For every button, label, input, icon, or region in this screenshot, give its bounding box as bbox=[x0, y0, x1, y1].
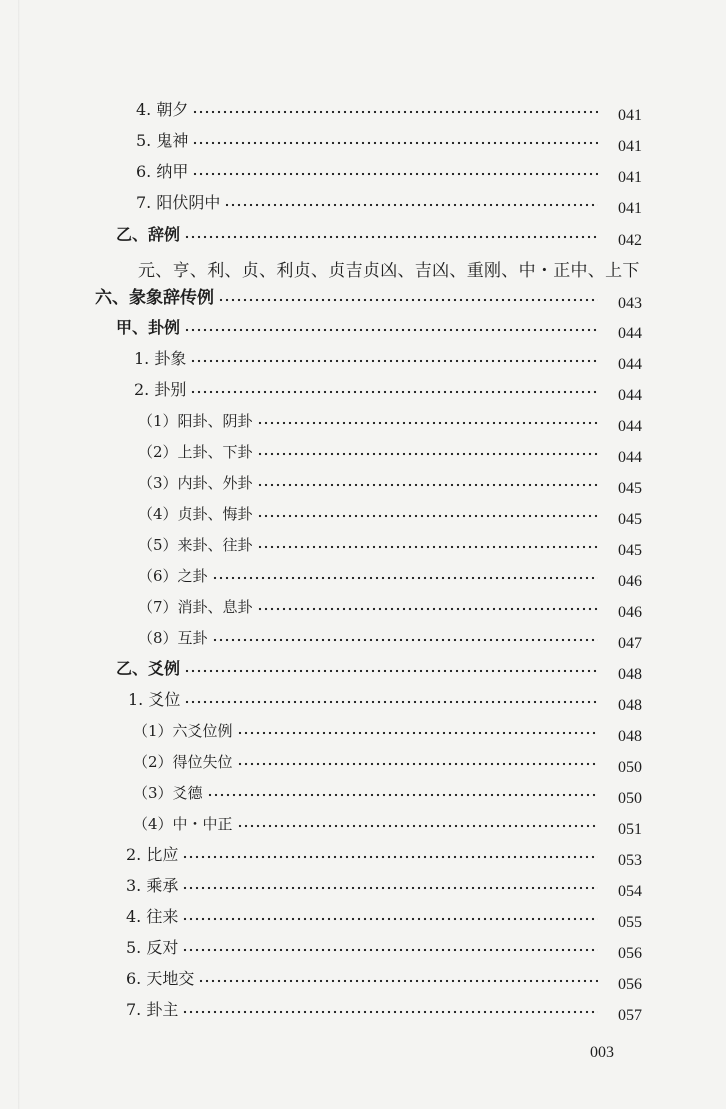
toc-leader-dots bbox=[237, 760, 598, 768]
toc-entry-label: 4. 往来 bbox=[126, 907, 179, 926]
toc-entry-page: 041 bbox=[618, 200, 642, 217]
toc-entry bbox=[126, 965, 642, 993]
toc-entry bbox=[116, 314, 642, 342]
toc-leader-dots bbox=[182, 1008, 598, 1016]
toc-leader-dots bbox=[184, 667, 598, 675]
toc-entry bbox=[126, 996, 642, 1024]
toc-entry-label: 6. 天地交 bbox=[126, 969, 195, 988]
toc-leader-dots bbox=[182, 853, 598, 861]
toc-entry-label: （4）贞卦、悔卦 bbox=[138, 505, 253, 523]
toc-leader-dots bbox=[257, 481, 598, 489]
toc-entry-page: 048 bbox=[618, 666, 642, 683]
toc-entry-label: （5）来卦、往卦 bbox=[138, 536, 253, 554]
toc-entry bbox=[116, 655, 642, 683]
toc-entry-label: 乙、爻例 bbox=[116, 659, 181, 678]
toc-entry bbox=[134, 345, 642, 373]
toc-entry-page: 045 bbox=[618, 511, 642, 528]
toc-entry bbox=[138, 500, 642, 528]
toc-entry-page: 054 bbox=[618, 883, 642, 900]
toc-entry bbox=[133, 748, 642, 776]
toc-entry-page: 041 bbox=[618, 107, 642, 124]
toc-entry-page: 041 bbox=[618, 169, 642, 186]
toc-leader-dots bbox=[257, 419, 598, 427]
toc-entry-label: （2）上卦、下卦 bbox=[138, 443, 253, 461]
toc-entry-label: （2）得位失位 bbox=[133, 753, 233, 771]
toc-leader-dots bbox=[212, 636, 598, 644]
toc-entry bbox=[126, 872, 642, 900]
toc-entry-label: （3）内卦、外卦 bbox=[138, 474, 253, 492]
toc-entry bbox=[126, 903, 642, 931]
toc-leader-dots bbox=[182, 884, 598, 892]
toc-entry bbox=[138, 531, 642, 559]
toc-entry-label: 3. 乘承 bbox=[126, 876, 179, 895]
toc-entry-label: （6）之卦 bbox=[138, 567, 208, 585]
toc-entry-label: （7）消卦、息卦 bbox=[138, 598, 253, 616]
toc-entry bbox=[138, 624, 642, 652]
toc-entry bbox=[126, 934, 642, 962]
toc-entry-page: 044 bbox=[618, 387, 642, 404]
toc-entry-page: 044 bbox=[618, 325, 642, 342]
toc-entry-note: 元、亨、利、贞、利贞、贞吉贞凶、吉凶、重刚、中・正中、上下 bbox=[138, 261, 640, 281]
toc-entry bbox=[95, 284, 642, 312]
toc-entry-page: 048 bbox=[618, 728, 642, 745]
toc-entry bbox=[138, 407, 642, 435]
toc-leader-dots bbox=[192, 170, 598, 178]
toc-entry-page: 053 bbox=[618, 852, 642, 869]
toc-entry-label: 2. 比应 bbox=[126, 845, 179, 864]
toc-leader-dots bbox=[257, 512, 598, 520]
toc-entry-page: 043 bbox=[618, 295, 642, 312]
toc-entry-page: 045 bbox=[618, 542, 642, 559]
toc-leader-dots bbox=[182, 915, 598, 923]
toc-entry-page: 047 bbox=[618, 635, 642, 652]
toc-entry bbox=[136, 127, 642, 155]
toc-entry-label: 1. 卦象 bbox=[134, 349, 187, 368]
page-fold-shadow bbox=[18, 0, 20, 1109]
toc-entry-label: 7. 卦主 bbox=[126, 1000, 179, 1019]
toc-entry-label: （8）互卦 bbox=[138, 629, 208, 647]
toc-entry-page: 042 bbox=[618, 232, 642, 249]
toc-leader-dots bbox=[257, 450, 598, 458]
toc-entry-page: 050 bbox=[618, 790, 642, 807]
toc-entry-label: 1. 爻位 bbox=[128, 690, 181, 709]
toc-entry-label: 5. 反对 bbox=[126, 938, 179, 957]
toc-entry-page: 057 bbox=[618, 1007, 642, 1024]
toc-entry-page: 044 bbox=[618, 449, 642, 466]
toc-entry-label: 5. 鬼神 bbox=[136, 131, 189, 150]
toc-entry-label: 六、彖象辞传例 bbox=[95, 288, 214, 308]
toc-entry bbox=[116, 221, 642, 249]
toc-leader-dots bbox=[198, 977, 598, 985]
toc-entry bbox=[138, 469, 642, 497]
toc-entry-label: 2. 卦别 bbox=[134, 380, 187, 399]
toc-entry bbox=[136, 158, 642, 186]
toc-entry-label: （1）阳卦、阴卦 bbox=[138, 412, 253, 430]
toc-leader-dots bbox=[257, 543, 598, 551]
toc-entry bbox=[136, 96, 642, 124]
toc-leader-dots bbox=[218, 296, 598, 304]
toc-leader-dots bbox=[192, 139, 598, 147]
toc-entry-page: 046 bbox=[618, 573, 642, 590]
toc-leader-dots bbox=[257, 605, 598, 613]
page-number: 003 bbox=[590, 1044, 614, 1061]
toc-entry-page: 050 bbox=[618, 759, 642, 776]
toc-entry bbox=[126, 841, 642, 869]
toc-entry-label: 6. 纳甲 bbox=[136, 162, 189, 181]
toc-entry bbox=[133, 810, 642, 838]
toc-leader-dots bbox=[190, 357, 598, 365]
toc-leader-dots bbox=[184, 698, 598, 706]
toc-leader-dots bbox=[184, 233, 598, 241]
toc-entry bbox=[136, 189, 642, 217]
toc-entry-page: 051 bbox=[618, 821, 642, 838]
toc-leader-dots bbox=[207, 791, 598, 799]
toc-leader-dots bbox=[182, 946, 598, 954]
toc-entry-label: （3）爻德 bbox=[133, 784, 203, 802]
toc-entry bbox=[133, 717, 642, 745]
toc-entry bbox=[138, 562, 642, 590]
toc-leader-dots bbox=[184, 326, 598, 334]
toc-entry-page: 048 bbox=[618, 697, 642, 714]
toc-entry-page: 045 bbox=[618, 480, 642, 497]
toc-entry bbox=[128, 686, 642, 714]
toc-entry-label: 甲、卦例 bbox=[116, 318, 181, 337]
toc-entry-page: 056 bbox=[618, 976, 642, 993]
toc-entry bbox=[134, 376, 642, 404]
toc-entry-page: 041 bbox=[618, 138, 642, 155]
toc-entry-page: 044 bbox=[618, 356, 642, 373]
toc-entry bbox=[133, 779, 642, 807]
toc-entry-label: 乙、辞例 bbox=[116, 225, 181, 244]
toc-entry-page: 056 bbox=[618, 945, 642, 962]
toc-entry-label: 7. 阳伏阴中 bbox=[136, 193, 221, 212]
toc-entry bbox=[138, 593, 642, 621]
toc-entry bbox=[138, 438, 642, 466]
toc-leader-dots bbox=[212, 574, 598, 582]
toc-leader-dots bbox=[237, 729, 598, 737]
toc-leader-dots bbox=[192, 108, 598, 116]
toc-entry-label: （1）六爻位例 bbox=[133, 722, 233, 740]
toc-entry-page: 055 bbox=[618, 914, 642, 931]
toc-entry-label: （4）中・中正 bbox=[133, 815, 233, 833]
toc-leader-dots bbox=[190, 388, 598, 396]
toc-entry-page: 046 bbox=[618, 604, 642, 621]
toc-leader-dots bbox=[237, 822, 598, 830]
toc-entry-page: 044 bbox=[618, 418, 642, 435]
toc-leader-dots bbox=[224, 201, 598, 209]
toc-entry-label: 4. 朝夕 bbox=[136, 100, 189, 119]
